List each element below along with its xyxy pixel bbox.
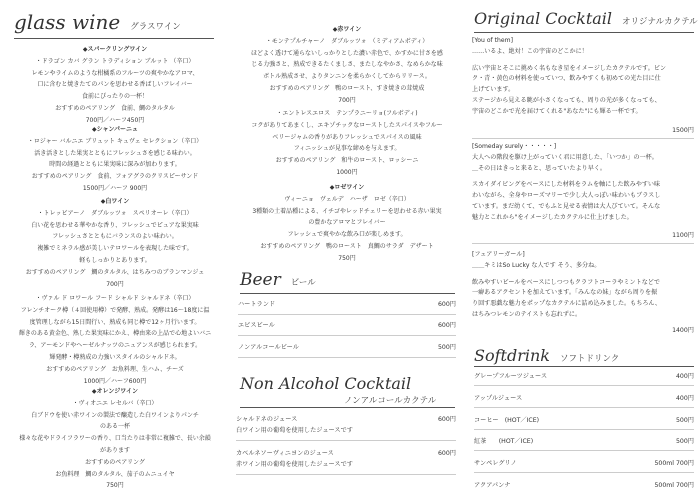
softdrink-item [474, 480, 694, 489]
white-wine-section [0, 196, 230, 290]
wine-line: 様々な花やドライフラワーの香り、口当たりは非常に複雑で、長い余韻 [19, 435, 211, 443]
original-cocktail-title: Original Cocktail [474, 9, 613, 28]
wine-price: 700円 [106, 280, 124, 288]
cocktail-price: 1400円 [672, 327, 694, 334]
beer-subtitle: ビール [290, 278, 316, 288]
wine-line: があります [99, 446, 130, 454]
glass-wine-subtitle: グラスワイン [130, 22, 181, 32]
drink-price: 500円 [676, 438, 694, 445]
softdrink-item [474, 393, 694, 402]
row-divider [236, 474, 456, 475]
drink-name: シャルドネのジュース [236, 416, 298, 423]
drink-price: 500ml 700円 [654, 482, 694, 489]
drink-name: コーヒー (HOT／ICE) [474, 417, 540, 424]
softdrink-item [474, 371, 694, 380]
wine-line: 時間の経過とともに果実味に深みが加わります。 [49, 161, 181, 169]
wine-price: 1000円／ハーフ600円 [83, 377, 147, 385]
softdrink-item [474, 436, 694, 445]
beer-price: 600円 [438, 322, 456, 329]
wine-line: 度管理しながら15日間行い、熟成も同じ樽で12ヶ月行います。 [29, 318, 201, 326]
row-divider [472, 243, 694, 244]
non-alcohol-item [236, 414, 456, 423]
cocktail-name: [フェアリーガール] [472, 251, 525, 258]
cocktail-name: [Someday surely・・・・・] [472, 143, 557, 150]
wine-line: ・ロジャー バルニエ ブリュット キュヴェ セレクション（辛口） [27, 137, 203, 145]
wine-line: ・ヴァル ド ロワール フード シャルド シャルドネ（辛口） [35, 295, 195, 302]
cocktail-name: [You of them] [472, 37, 513, 44]
drink-name: サンペレグリノ [474, 460, 517, 467]
wine-line: 輝発酵・樽熟成の力強いスタイルのシャルドネ。 [49, 353, 181, 361]
cocktail-line: 宇宙のどこかで光を届けてくれる"あなた"にも輝る一杯です。 [472, 107, 642, 115]
drink-price: 500円 [676, 417, 694, 424]
wine-line: 複雑でミネラル感が美しいテロワールを表現した味です。 [37, 245, 193, 253]
beer-name: ノンアルコールビール [238, 344, 299, 351]
row-divider [472, 138, 694, 139]
wine-line: 口に含むと焼きたてのパンを思わせる香ばしいフレイバー [37, 81, 193, 89]
wine-price: 750円 [338, 254, 356, 262]
rose-wine-section [232, 182, 462, 265]
wine-line: 白い花を思わせる華やかな香り、フレッシュでピュアな果実味 [31, 221, 199, 229]
row-divider [474, 407, 694, 408]
drink-description [236, 459, 456, 468]
non-alcohol-header [240, 374, 411, 393]
wine-line: おすすめのペアリング 食前、鯛のタルタル [55, 104, 175, 112]
wine-line: 活き活きとした果実とともにフレッシュさを感じる味わい。 [34, 149, 196, 157]
wine-line: フィニッシュが見事な締めを与えます。 [293, 145, 401, 153]
drink-name: 紅茶 (HOT／ICE) [474, 438, 534, 445]
drink-name: カベルネソーヴィニヨンのジュース [236, 450, 334, 457]
wine-line: 食前にぴったりの一杯！ [81, 93, 148, 101]
red-wine-section [232, 24, 462, 107]
row-divider [236, 440, 456, 441]
drink-name: アクアパンナ [474, 482, 511, 489]
header-underline [474, 366, 694, 367]
softdrink-subtitle: ソフトドリンク [559, 354, 620, 364]
cocktail-line: 飲みやすいビールをベースにしつつもクラフトコーラやミントなどで [472, 278, 660, 286]
wine-line: ほどよく透けて通らないしっかりとした濃い赤色で、かすかに甘さを感 [251, 49, 443, 57]
row-divider [474, 450, 694, 451]
wine-line: おすすめのペアリング [85, 458, 145, 466]
wine-line: レモンやライムのような柑橘系のフルーツの爽やかなアロマ、 [31, 69, 199, 77]
non-alcohol-subtitle: ノンアルコールカクテル [344, 396, 437, 406]
row-divider [238, 335, 456, 336]
wine-line: フレッシュさとともにバランスのよい味わい。 [52, 233, 178, 241]
section-heading: ◆オレンジワイン [91, 388, 139, 395]
wine-price: 1000円 [336, 168, 358, 176]
champagne-section [0, 124, 230, 195]
wine-line: フレッシュで爽やかな飲み口が楽しめます。 [287, 231, 407, 239]
original-cocktail-subtitle: オリジナルカクテル [622, 17, 698, 27]
wine-price: 750円 [106, 482, 124, 490]
wine-line: 軽もしっかりとあります。 [79, 256, 151, 264]
cocktail-line: ています。まだ幼くて、でもふと見せる表情は大人びていて。そんな [472, 202, 661, 210]
cocktail-item-2 [472, 142, 698, 224]
wine-line: おすすめのペアリング 鯛のタルタル、はちみつのブランマンジェ [25, 268, 205, 276]
beer-name: エビスビール [238, 322, 275, 329]
wine-line: コクがありてあまくし、エキゾチックなローストしたスパイスやフルー [251, 121, 443, 129]
wine-line: ・モンテプルチャーノ ダブルッツォ （ミディアムボディ） [265, 37, 429, 45]
sparkling-section [0, 44, 230, 127]
beer-price: 600円 [438, 301, 456, 308]
drink-price: 400円 [676, 395, 694, 402]
drink-desc-text: 赤ワイン用の葡萄を使用したジュースです [236, 461, 353, 468]
wine-line: ヴィーニョ ヴェルデ ハーザ ロゼ（辛口） [284, 195, 410, 203]
wine-line: ベリージャムの香りがありフレッシュでスパイスの風味 [272, 133, 422, 141]
cocktail-line: ……いるよ、絶対！この宇宙のどこかに！ [472, 47, 588, 55]
row-divider [474, 472, 694, 473]
cocktail-item-3 [472, 250, 698, 321]
beer-header [240, 270, 316, 290]
cocktail-item-1 [472, 36, 698, 118]
cocktail-line: ＿＿キミはSo Lucky な人です そう、多分ね。 [472, 261, 601, 269]
section-heading: ◆白ワイン [100, 198, 130, 205]
drink-description [236, 425, 456, 434]
header-underline [240, 407, 455, 408]
wine-line: おすすめのペアリング 鴨のロースト、すき焼きの茸焼成 [269, 84, 425, 92]
beer-price: 500円 [438, 344, 456, 351]
section-heading: ◆ロゼワイン [329, 184, 365, 191]
drink-price: 600円 [438, 416, 456, 423]
beer-name: ハートランド [238, 301, 276, 308]
section-heading: ◆赤ワイン [332, 26, 362, 33]
wine-line: ・ヴィオニエ レセルバ（辛口） [72, 399, 158, 407]
cocktail-line: 魅力とこれから"をイメージしたカクテルに仕上げました。 [472, 213, 633, 221]
row-divider [238, 357, 456, 358]
header-underline [474, 32, 694, 33]
drink-desc-text: 白ワイン用の葡萄を使用したジュースです [236, 427, 353, 434]
cocktail-line: スカイダイビングをベースにした材料をラムを軸にした飲みやすい味 [472, 181, 661, 189]
wine-line: の豊かなアロマとフレイバー [308, 219, 386, 227]
orange-wine-section [0, 386, 230, 492]
row-divider [474, 429, 694, 430]
drink-name: グレープフルーツジュース [474, 373, 548, 380]
drink-name: アップルジュース [474, 395, 523, 402]
drink-price: 400円 [676, 373, 694, 380]
cocktail-line: わいながら、全身やローズマリーで少し大人っぽい味わいもブラスし [472, 192, 661, 200]
glass-wine-title: glass wine [14, 10, 121, 34]
cocktail-line: ＿その日はきっと来ると、思っていたより早く。 [472, 164, 606, 172]
wine-line: じる力強さと、熟成できるたくましさ、またしなやかさ、なめらかな味 [251, 61, 443, 69]
section-heading: ◆シャンパーニュ [91, 126, 139, 133]
cocktail-line: り回す悪戯な魅力をポップなカクテルに詰め込みました。もちろん、 [472, 300, 661, 308]
non-alcohol-title: Non Alcohol Cocktail [240, 374, 412, 393]
beer-item [238, 299, 456, 308]
cocktail-line: 大人への階段を駆け上がっていく君に用意した、「いつか」の一杯。 [472, 153, 658, 161]
wine-line: おすすめのペアリング 和牛のロースト、ロッシーニ [275, 157, 419, 165]
beer-item [238, 320, 456, 329]
cocktail-line: 広い宇宙とそこに挑めく名もなき星をイメージしたカクテルです。ビン [472, 64, 667, 72]
softdrink-item [474, 415, 694, 424]
beer-title: Beer [240, 270, 281, 290]
wine-line: おすすめのペアリング 鴨のロースト 真鯛のサラダ デザート [260, 242, 434, 250]
cocktail-line: 上げています。 [472, 86, 515, 94]
cocktail-line: はちみつレモンのテイストも忘れずに。 [472, 310, 582, 318]
row-divider [474, 385, 694, 386]
wine-price: 700円 [338, 96, 356, 104]
glass-wine-header [14, 10, 181, 34]
row-divider [238, 314, 456, 315]
wine-line: フレンチオーク樽（４回使用樽）で発酵、熟成。発酵は16～18度に温 [20, 306, 210, 314]
original-cocktail-header [474, 9, 698, 28]
softdrink-header [474, 346, 619, 365]
beer-item [238, 342, 456, 351]
drink-price: 500ml 700円 [654, 460, 694, 467]
wine-line: ラ、アーモンドやヘーゼルナッツのニュアンスが感じられます。 [28, 342, 202, 350]
wine-line: 3種類の土着品種による、イチゴやレッドチェリーを思わせる赤い果実 [252, 207, 442, 215]
wine-line: おすすめのペアリング お魚料理、生ハム、チーズ [46, 365, 184, 373]
wine-line: おすすめのペアリング 食前、フォアグラのクリスピーサンド [31, 173, 199, 181]
wine-line: ・ドラゴン カバ グラン トラディション ブルット （辛口） [35, 57, 195, 65]
cocktail-line: 一癖あるアクセントを加えています。「みんなの妹」ながら周りを振 [472, 289, 658, 297]
wine-line: 輝きのある黄金色、熟した果実味にかえ、樽由来の上品で心地よいバニ [18, 330, 212, 338]
cocktail-line: ステージから見える眺が小さくなっても、周りの光が多くなっても、 [472, 96, 661, 104]
non-alcohol-subtitle-wrap [344, 394, 436, 406]
cocktail-line: ク・青・黄色の材料を使っていつ、飲みやすくも初めての光た目に仕 [472, 75, 661, 83]
wine-line: 白ブドウを使い赤ワインの製法で醸造した白ワインよりパンチ [31, 411, 199, 419]
wine-line: ・エントレスエロス テンプラニーリョ(フルボディ) [276, 110, 418, 117]
header-underline [240, 293, 455, 294]
red-wine-2-section [232, 108, 462, 179]
wine-price: 1500円／ハーフ 900円 [82, 184, 148, 192]
wine-line: ・トレッビアーノ ダブルッツォ スペリオーレ（辛口） [37, 209, 193, 217]
non-alcohol-item [236, 448, 456, 457]
wine-line: ボトル熟成させ、よりタンニンを柔らかくしてからリリース。 [263, 73, 431, 81]
drink-price: 600円 [438, 450, 456, 457]
section-heading: ◆スパークリングワイン [82, 46, 148, 53]
wine-price: 700円／ハーフ450円 [85, 116, 145, 124]
cocktail-price: 1500円 [672, 127, 694, 134]
wine-line: お魚料理 鯛のタルタル、茄子のムニュイヤ [55, 470, 175, 478]
softdrink-item [474, 458, 694, 467]
softdrink-title: Softdrink [474, 346, 550, 365]
cocktail-price: 1100円 [672, 232, 694, 239]
header-underline [14, 38, 214, 39]
wine-line: のある一杯 [99, 423, 130, 431]
white-wine-2-section [0, 293, 230, 387]
